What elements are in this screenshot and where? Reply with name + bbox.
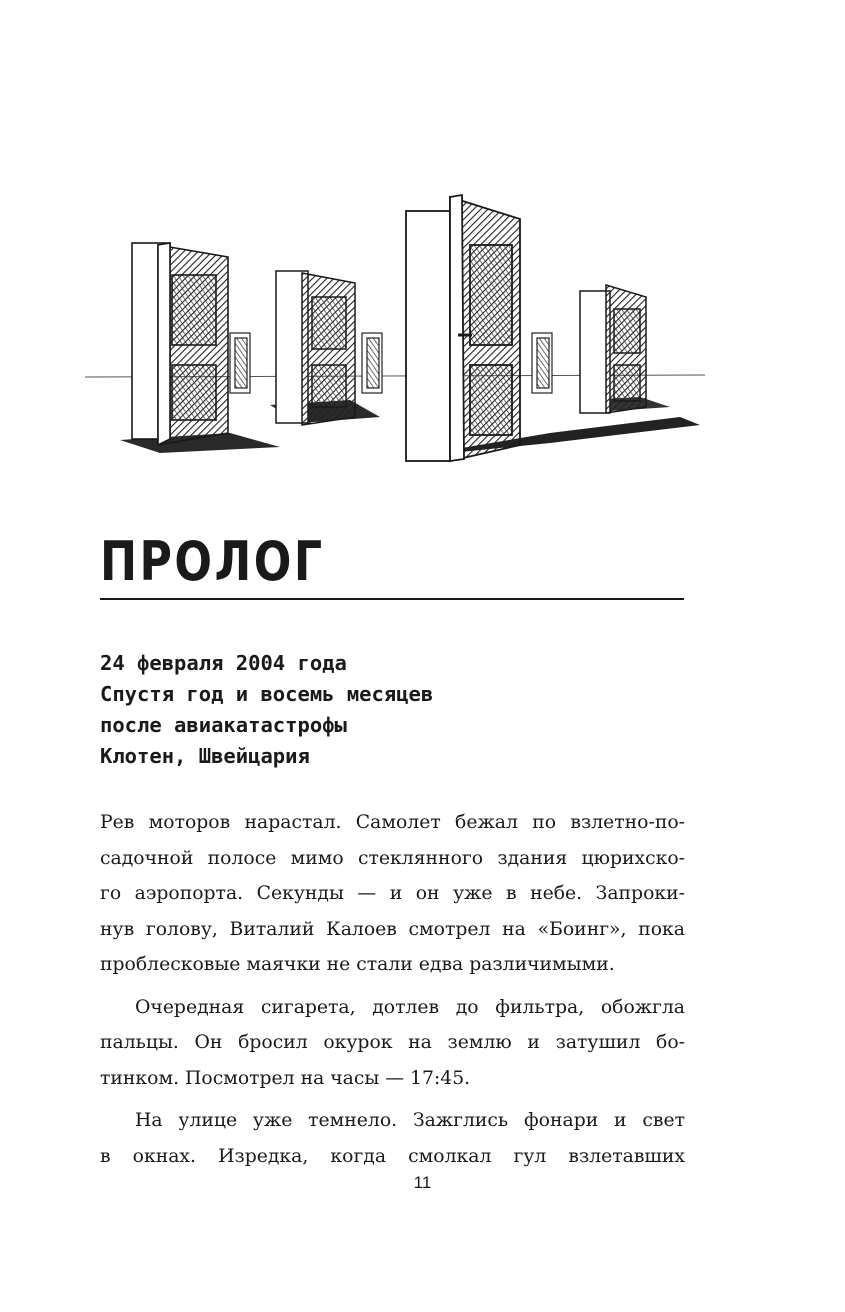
body-line: го аэропорта. Секунды — и он уже в небе. Запроки- (100, 883, 685, 904)
subheading-location: Клотен, Швейцария (100, 744, 310, 768)
title-divider (100, 598, 684, 600)
body-line: пальцы. Он бросил окурок на землю и затушил бо- (100, 1032, 685, 1053)
body-line: садочной полосе мимо стеклянного здания цюрихско- (100, 847, 685, 869)
open-doors-illustration (80, 185, 710, 475)
subheading-date: 24 февраля 2004 года (100, 651, 347, 675)
body-text (100, 805, 685, 1174)
subheading-time-since: Спустя год и восемь месяцев (100, 682, 434, 706)
subheading-event: после авиакатастрофы (100, 713, 347, 737)
chapter-subheading (100, 648, 433, 772)
body-line: в окнах. Изредка, когда смолкал гул взлетавших (100, 1145, 685, 1167)
body-line: проблесковые маячки не стали едва различимыми. (100, 954, 615, 975)
body-line: На улице уже темнело. Зажглись фонари и свет (135, 1110, 685, 1131)
body-line: Очередная сигарета, дотлев до фильтра, обожгла (135, 996, 685, 1018)
chapter-title: ПРОЛОГ (100, 530, 325, 593)
body-line: тинком. Посмотрел на часы — 17:45. (100, 1067, 471, 1089)
body-line: нув голову, Виталий Калоев смотрел на «Боинг», пока (100, 918, 685, 940)
page-number: 11 (413, 1173, 432, 1192)
body-line: Рев моторов нарастал. Самолет бежал по взлетно-по- (100, 812, 685, 833)
